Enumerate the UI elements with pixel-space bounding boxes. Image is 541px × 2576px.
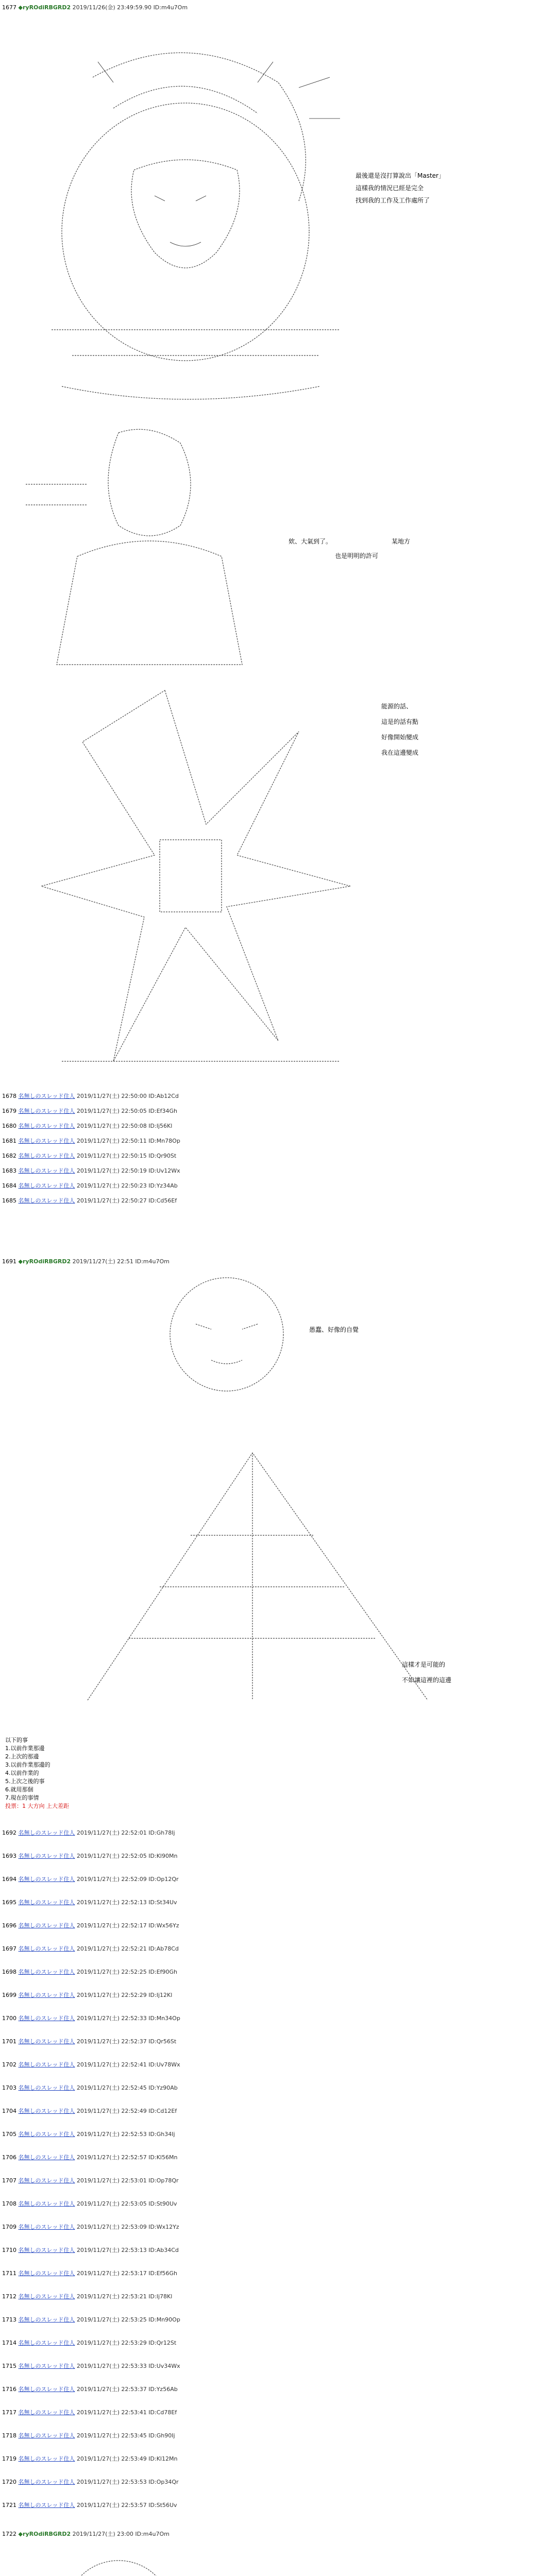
comment: 1707 名無しのスレッド住人 2019/11/27(土) 22:53:01 ID:Op78Qr (2, 2177, 179, 2184)
dialogue-line: 不如讓這裡的這邊 (402, 1676, 452, 1684)
comment: 1702 名無しのスレッド住人 2019/11/27(土) 22:52:41 ID:Uv78Wx (2, 2061, 180, 2068)
comment: 1717 名無しのスレッド住人 2019/11/27(土) 22:53:41 ID:Cd78Ef (2, 2409, 177, 2416)
dialogue-line: 也是明明的許可 (335, 552, 379, 560)
comment: 1703 名無しのスレッド住人 2019/11/27(土) 22:52:45 ID:Yz90Ab (2, 2084, 178, 2091)
dialogue-line: 最後還是沒打算說出「Master」 (356, 172, 445, 179)
comment: 1704 名無しのスレッド住人 2019/11/27(土) 22:52:49 ID:Cd12Ef (2, 2108, 177, 2114)
poll-option: 7.現在的事情 (5, 1794, 39, 1801)
ascii-art-character-4 (155, 1273, 299, 1401)
poll-option: 1.以前作業那邊 (5, 1745, 45, 1752)
comment: 1713 名無しのスレッド住人 2019/11/27(土) 22:53:25 ID:Mn90Op (2, 2316, 180, 2323)
comment: 1710 名無しのスレッド住人 2019/11/27(土) 22:53:13 ID:Ab34Cd (2, 2247, 179, 2253)
comment: 1681 名無しのスレッド住人 2019/11/27(土) 22:50:11 ID:Mn78Op (2, 1138, 180, 1144)
comment: 1693 名無しのスレッド住人 2019/11/27(土) 22:52:05 ID:Kl90Mn (2, 1853, 178, 1859)
poll-title: 以下的事 (5, 1737, 28, 1743)
comment: 1715 名無しのスレッド住人 2019/11/27(土) 22:53:33 ID:Uv34Wx (2, 2363, 180, 2369)
comment: 1682 名無しのスレッド住人 2019/11/27(土) 22:50:15 ID:Qr90St (2, 1153, 177, 1159)
comment: 1718 名無しのスレッド住人 2019/11/27(土) 22:53:45 ID:Gh90Ij (2, 2432, 175, 2439)
post-author[interactable]: ryROdiRBGRD2 (22, 1258, 71, 1265)
comment: 1701 名無しのスレッド住人 2019/11/27(土) 22:52:37 ID:Qr56St (2, 2038, 177, 2045)
poll-result: 投票：1 大方向 上大差距 (5, 1803, 69, 1809)
comment: 1694 名無しのスレッド住人 2019/11/27(土) 22:52:09 ID:Op12Qr (2, 1876, 179, 1883)
comment: 1709 名無しのスレッド住人 2019/11/27(土) 22:53:09 ID:Wx12Yz (2, 2224, 179, 2230)
dialogue-line: 這樣我的情況已經是完全 (356, 184, 424, 192)
comment: 1698 名無しのスレッド住人 2019/11/27(土) 22:52:25 ID:Ef90Gh (2, 1969, 178, 1975)
poll-option: 6.就用那個 (5, 1786, 33, 1793)
dialogue-line: 這樣才是可能的 (402, 1661, 446, 1668)
dialogue-line: 某地方 (392, 538, 411, 545)
comment: 1680 名無しのスレッド住人 2019/11/27(土) 22:50:08 ID:Ij56Kl (2, 1123, 173, 1129)
comment: 1714 名無しのスレッド住人 2019/11/27(土) 22:53:29 ID:Qr12St (2, 2340, 177, 2346)
post-author[interactable]: ryROdiRBGRD2 (22, 2531, 71, 2537)
dialogue-line: 找到我的工作及工作處所了 (356, 197, 430, 204)
comment: 1706 名無しのスレッド住人 2019/11/27(土) 22:52:57 ID:Kl56Mn (2, 2154, 178, 2161)
comment: 1719 名無しのスレッド住人 2019/11/27(土) 22:53:49 ID:Kl12Mn (2, 2455, 178, 2462)
comment: 1705 名無しのスレッド住人 2019/11/27(土) 22:52:53 ID:Gh34Ij (2, 2131, 175, 2138)
ascii-art-character-5 (67, 1432, 438, 1721)
comment: 1712 名無しのスレッド住人 2019/11/27(土) 22:53:21 ID:Ij78Kl (2, 2293, 173, 2300)
comment: 1678 名無しのスレッド住人 2019/11/27(土) 22:50:00 ID:Ab12Cd (2, 1093, 179, 1099)
poll (5, 1736, 69, 1810)
ascii-art-character-3 (31, 670, 361, 1082)
comment: 1716 名無しのスレッド住人 2019/11/27(土) 22:53:37 ID:Yz56Ab (2, 2386, 178, 2393)
post-header-1677: 1677 ◆ryROdiRBGRD2 2019/11/26(金) 23:49:59.90 ID:m4u7Om (2, 4, 188, 11)
dialogue-line: 我在這邊變成 (381, 749, 419, 756)
comment-list-2 (2, 1829, 466, 2509)
dialogue-line: 愚蠢、好像的自覺 (309, 1326, 359, 1333)
comment: 1679 名無しのスレッド住人 2019/11/27(土) 22:50:05 ID:Ef34Gh (2, 1108, 178, 1114)
dialogue-line: 好像開始變成 (381, 734, 419, 741)
comment: 1684 名無しのスレッド住人 2019/11/27(土) 22:50:23 ID:Yz34Ab (2, 1182, 178, 1189)
dialogue-line: 能源的話、 (381, 703, 413, 710)
comment: 1685 名無しのスレッド住人 2019/11/27(土) 22:50:27 ID:Cd56Ef (2, 1197, 177, 1204)
comment: 1708 名無しのスレッド住人 2019/11/27(土) 22:53:05 ID:St90Uv (2, 2200, 177, 2207)
dialogue-line: 這是的話有點 (381, 718, 419, 725)
comment: 1692 名無しのスレッド住人 2019/11/27(土) 22:52:01 ID:Gh78Ij (2, 1829, 175, 1836)
comment: 1695 名無しのスレッド住人 2019/11/27(土) 22:52:13 ID:St34Uv (2, 1899, 177, 1906)
poll-option: 5.上次之後的事 (5, 1778, 45, 1785)
ascii-art-character-2 (15, 422, 283, 670)
dialogue-line: 欸、大氣到了。 (289, 538, 332, 545)
poll-option: 4.以前作業的 (5, 1770, 39, 1776)
comment: 1700 名無しのスレッド住人 2019/11/27(土) 22:52:33 ID:Mn34Op (2, 2015, 180, 2022)
comment: 1683 名無しのスレッド住人 2019/11/27(土) 22:50:19 ID:Uv12Wx (2, 1167, 180, 1174)
comment: 1697 名無しのスレッド住人 2019/11/27(土) 22:52:21 ID:Ab78Cd (2, 1945, 179, 1952)
poll-option: 3.以前作業那邊的 (5, 1761, 50, 1768)
poll-option: 2.上次的那邊 (5, 1753, 39, 1760)
comment-list-1 (2, 1092, 466, 1205)
comment: 1711 名無しのスレッド住人 2019/11/27(土) 22:53:17 ID:Ef56Gh (2, 2270, 178, 2277)
ascii-art-character-6 (52, 2550, 185, 2576)
comment: 1720 名無しのスレッド住人 2019/11/27(土) 22:53:53 ID:Op34Qr (2, 2479, 179, 2485)
comment: 1696 名無しのスレッド住人 2019/11/27(土) 22:52:17 ID:Wx56Yz (2, 1922, 179, 1929)
post-author[interactable]: ryROdiRBGRD2 (22, 4, 71, 11)
ascii-art-character-1 (31, 15, 350, 417)
post-header-1691: 1691 ◆ryROdiRBGRD2 2019/11/27(土) 22:51 ID:m4u7Om (2, 1258, 170, 1265)
comment: 1721 名無しのスレッド住人 2019/11/27(土) 22:53:57 ID:St56Uv (2, 2502, 177, 2509)
comment: 1699 名無しのスレッド住人 2019/11/27(土) 22:52:29 ID:Ij12Kl (2, 1992, 173, 1998)
post-header-1722: 1722 ◆ryROdiRBGRD2 2019/11/27(土) 23:00 ID:m4u7Om (2, 2531, 170, 2537)
